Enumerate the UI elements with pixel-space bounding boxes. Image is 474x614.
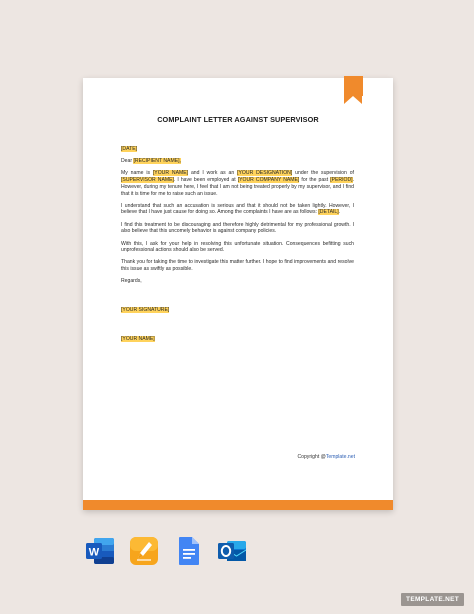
word-icon[interactable] [85, 536, 115, 566]
pages-icon[interactable] [129, 536, 159, 566]
google-docs-icon[interactable] [173, 536, 203, 566]
name-line [121, 336, 354, 343]
signature-placeholder: [YOUR SIGNATURE] [121, 306, 170, 313]
svg-text:W: W [88, 546, 100, 559]
paragraph-intro: My name is [YOUR NAME] and I work as an [YOUR DESIGNATION] under the supervision of [SUPERVISOR NAME]. I have been employed at [YOUR COMPANY NAME] for the past [PERIOD]. However, during my tenure here, I feel that I am not being treated properly by my supervisor, and I find that it is time for me to raise such an issue. [121, 170, 354, 197]
recipient-placeholder: [RECIPIENT NAME], [133, 158, 181, 165]
company-placeholder: [YOUR COMPANY NAME] [237, 177, 300, 184]
salutation: Dear [RECIPIENT NAME], [121, 158, 181, 165]
name-placeholder: [YOUR NAME] [121, 335, 155, 342]
footer-bar [83, 500, 393, 510]
paragraph-treatment: I find this treatment to be discouraging and therefore highly detrimental for my professional growth. I also believe that this uncomely behavior is against company policies. [121, 221, 354, 235]
template-watermark: TEMPLATE.NET [401, 593, 464, 606]
your-name-placeholder: [YOUR NAME] [152, 170, 189, 177]
outlook-icon[interactable] [217, 536, 247, 566]
detail-placeholder: [DETAIL] [318, 209, 339, 216]
designation-placeholder: [YOUR DESIGNATION] [237, 170, 293, 177]
closing: Regards, [121, 278, 142, 285]
copyright-notice: Copyright @Template.net [297, 454, 355, 460]
letter-body [121, 146, 354, 348]
paragraph-thanks: Thank you for taking the time to investigate this matter further. I hope to find improvements and resolve this issue as swiftly as possible. [121, 259, 354, 273]
bookmark-ribbon [344, 76, 363, 96]
date-line [121, 146, 354, 153]
date-placeholder: [DATE] [121, 146, 138, 152]
copyright-link[interactable]: Template.net [325, 454, 355, 460]
period-placeholder: [PERIOD] [330, 177, 353, 184]
paragraph-complaints: I understand that such an accusation is serious and that it should not be taken lightly. However, I believe that I have just cause for doing so. Among the complaints I have are as follows: [DETAIL]. [121, 202, 354, 216]
letter-preview [83, 78, 393, 510]
document-title: COMPLAINT LETTER AGAINST SUPERVISOR [157, 115, 319, 124]
supervisor-placeholder: [SUPERVISOR NAME] [121, 177, 174, 184]
signature-line [121, 307, 354, 314]
paragraph-request: With this, I ask for your help in resolving this unfortunate situation. Consequences befitting such unprofessional actions should also be served. [121, 240, 354, 254]
format-icons [85, 536, 251, 566]
